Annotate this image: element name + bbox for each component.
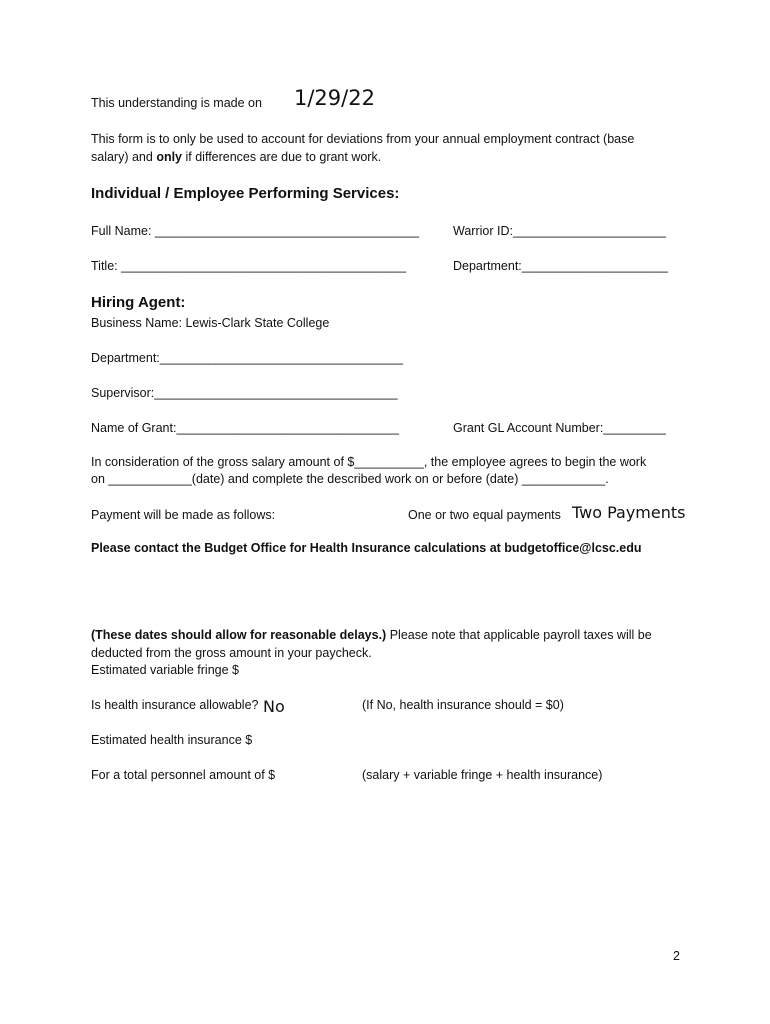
total-amount-field[interactable]: For a total personnel amount of $: [91, 768, 276, 782]
employee-department-field[interactable]: Department:_____________________: [453, 259, 668, 273]
consideration-line-1[interactable]: In consideration of the gross salary amount of $__________, the employee agrees to begin the work: [91, 455, 647, 469]
delays-line-2: deducted from the gross amount in your paycheck.: [91, 646, 372, 660]
hiring-agent-heading: Hiring Agent:: [91, 294, 186, 311]
variable-fringe-field[interactable]: Estimated variable fringe $: [91, 663, 239, 677]
warrior-id-field[interactable]: Warrior ID:______________________: [453, 224, 666, 238]
agent-department-field[interactable]: Department:___________________________________: [91, 351, 404, 365]
payment-option-field[interactable]: Two Payments: [572, 503, 686, 522]
agreement-date-field[interactable]: 1/29/22: [294, 86, 375, 110]
payment-option-label: One or two equal payments: [408, 508, 561, 522]
grant-gl-account-field[interactable]: Grant GL Account Number:_________: [453, 421, 666, 435]
delays-text: Please note that applicable payroll taxes will be: [386, 628, 652, 642]
purpose-line-2: [91, 149, 381, 165]
health-allowable-label: Is health insurance allowable?: [91, 698, 259, 712]
purpose-text-c: if differences are due to grant work.: [182, 150, 382, 164]
delays-line-1: [91, 627, 652, 643]
purpose-line-1: This form is to only be used to account for deviations from your annual employment contract (base: [91, 132, 635, 146]
title-field[interactable]: Title: _________________________________________: [91, 259, 407, 273]
supervisor-field[interactable]: Supervisor:___________________________________: [91, 386, 398, 400]
purpose-text-a: salary) and: [91, 150, 157, 164]
page-number: 2: [673, 949, 680, 963]
consideration-line-2[interactable]: on ____________(date) and complete the described work on or before (date) ____________.: [91, 472, 609, 486]
health-estimate-field[interactable]: Estimated health insurance $: [91, 733, 253, 747]
individual-heading: Individual / Employee Performing Services:: [91, 185, 400, 202]
purpose-emphasis: only: [156, 150, 183, 164]
full-name-field[interactable]: Full Name: ______________________________________: [91, 224, 420, 238]
health-allowable-field[interactable]: No: [263, 697, 285, 716]
delays-emphasis: (These dates should allow for reasonable delays.): [91, 628, 387, 642]
intro-label: This understanding is made on: [91, 96, 262, 110]
grant-name-field[interactable]: Name of Grant:________________________________: [91, 421, 399, 435]
business-name: Business Name: Lewis-Clark State College: [91, 316, 330, 330]
payment-label: Payment will be made as follows:: [91, 508, 276, 522]
total-note: (salary + variable fringe + health insurance): [362, 768, 603, 782]
budget-office-notice: Please contact the Budget Office for Health Insurance calculations at budgetoffice@lcsc.edu: [91, 541, 642, 555]
health-note: (If No, health insurance should = $0): [362, 698, 564, 712]
